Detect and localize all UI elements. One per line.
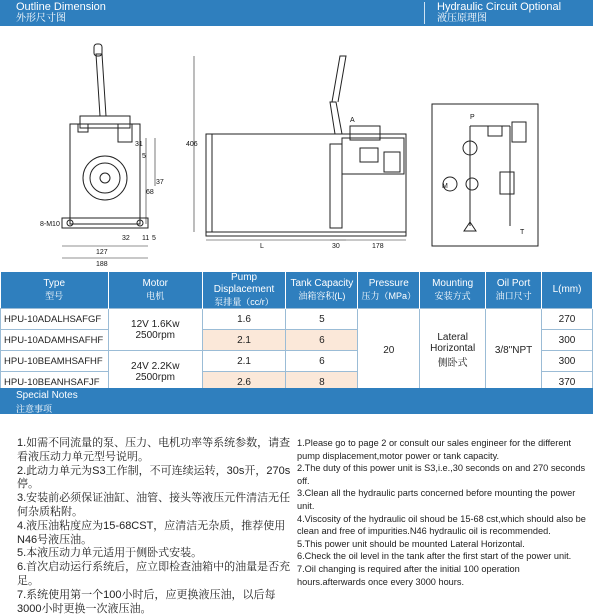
- dim-68: 68: [146, 189, 154, 196]
- header-pump: Pump Displacement 泵排量（cc/r）: [202, 272, 286, 309]
- cell-type: HPU-10ADALHSAFGF: [1, 309, 109, 330]
- front-view: [62, 44, 148, 228]
- cell-pump: 2.1: [202, 351, 286, 372]
- mounting-line-1: Lateral: [437, 332, 468, 343]
- cell-l: 370: [542, 372, 593, 393]
- mounting-line-2: Horizontal: [430, 343, 476, 354]
- note-en: 1.Please go to page 2 or consult our sales engineer for the different pump displacement,motor power or tank capacity.: [297, 438, 572, 461]
- note-zh: 5.本液压动力单元适用于侧卧式安装。: [17, 547, 203, 560]
- circuit-label-m: M: [442, 183, 448, 190]
- cell-l: 300: [542, 330, 593, 351]
- cell-l: 270: [542, 309, 593, 330]
- side-view: [206, 56, 406, 236]
- cell-pump: 2.1: [202, 330, 286, 351]
- outline-drawing: [0, 26, 593, 270]
- spec-table: [0, 272, 593, 393]
- cell-pump: 1.6: [202, 309, 286, 330]
- cell-type: HPU-10ADAMHSAFHF: [1, 330, 109, 351]
- circuit-label-t: T: [520, 229, 525, 236]
- circuit-title-en: Hydraulic Circuit Optional: [437, 1, 562, 13]
- cell-tank: 6: [286, 330, 358, 351]
- circuit-title-zh: 液压原理图: [437, 13, 487, 24]
- header-motor: Motor 电机: [108, 272, 202, 309]
- notes-bar: [0, 388, 593, 414]
- cell-mounting: [420, 309, 486, 393]
- note-en: 7.Oil changing is required after the initial 100 operation hours.afterwards once every 3000 hours.: [297, 563, 520, 587]
- dim-32: 32: [122, 235, 130, 242]
- outline-title-zh: 外形尺寸图: [16, 13, 66, 24]
- dim-406: 406: [186, 141, 198, 148]
- header-mounting: Mounting 安装方式: [420, 272, 486, 309]
- dim-188: 188: [96, 261, 108, 268]
- note-en: 3.Clean all the hydraulic parts concerned before mounting the power unit.: [297, 488, 576, 511]
- dim-11: 11: [142, 235, 150, 242]
- dim-l: L: [260, 243, 264, 250]
- header-l: L(mm): [542, 272, 593, 309]
- dim-178: 178: [372, 243, 384, 250]
- note-zh: 1.如需不同流量的泵、压力、电机功率等系统参数，请查看液压动力单元型号说明。: [17, 437, 291, 463]
- note-zh: 2.此动力单元为S3工作制，不可连续运转，30s开，270s停。: [17, 464, 291, 491]
- cell-tank: 6: [286, 351, 358, 372]
- hydraulic-circuit: [432, 104, 538, 246]
- cell-tank: 5: [286, 309, 358, 330]
- cell-tank: 8: [286, 372, 358, 393]
- dim-5a: 5: [142, 153, 146, 160]
- note-zh: 7.系统使用第一个100小时后，应更换液压油，以后每3000小时更换一次液压油。: [17, 588, 276, 615]
- cell-type: HPU-10BEANHSAFJF: [1, 372, 109, 393]
- header-pressure: Pressure 压力（MPa）: [358, 272, 420, 309]
- mounting-line-3: 侧卧式: [437, 358, 468, 369]
- label-a: A: [350, 117, 355, 124]
- notes-list-en: [297, 437, 587, 588]
- dim-30: 30: [332, 243, 340, 250]
- cell-motor-1: 12V 1.6Kw 2500rpm: [108, 309, 202, 351]
- notes-list-zh: [17, 437, 295, 616]
- circuit-label-p: P: [470, 114, 475, 121]
- dim-37: 37: [156, 179, 164, 186]
- header-oil-port: Oil Port 油口尺寸: [486, 272, 542, 309]
- dim-8-m10: 8-M10: [40, 221, 60, 228]
- header-bar: [0, 0, 593, 26]
- cell-type: HPU-10BEAMHSAFHF: [1, 351, 109, 372]
- note-en: 6.Check the oil level in the tank after the first start of the power unit.: [297, 551, 572, 562]
- outline-title-en: Outline Dimension: [16, 1, 106, 13]
- table-row: [1, 309, 593, 330]
- cell-l: 300: [542, 351, 593, 372]
- note-en: 5.This power unit should be mounted Lateral Horizontal.: [297, 538, 525, 549]
- dim-5b: 5: [152, 235, 156, 242]
- cell-motor-2: 24V 2.2Kw 2500rpm: [108, 351, 202, 393]
- note-zh: 6.首次启动运行系统后，应立即检查油箱中的油量是否充足。: [17, 561, 291, 587]
- note-en: 4.Viscosity of the hydraulic oil shoud be 15-68 cst,which should also be clean and free of impurities.N46 hydraulic oil is recommended.: [297, 513, 586, 537]
- notes-title-en: Special Notes: [16, 390, 78, 401]
- note-zh: 3.安装前必须保证油缸、油管、接头等液压元件清洁无任何杂质粘附。: [17, 492, 291, 518]
- table-header-row: [1, 272, 593, 309]
- dim-127: 127: [96, 249, 108, 256]
- header-type: Type 型号: [1, 272, 109, 309]
- note-zh: 4.液压油粘度应为15-68CST，应清洁无杂质，推荐使用N46号液压油。: [17, 519, 286, 546]
- header-tank: Tank Capacity 油箱容积(L): [286, 272, 358, 309]
- notes-title-zh: 注意事项: [16, 404, 53, 414]
- cell-pressure: 20: [358, 309, 420, 393]
- cell-oil-port: 3/8"NPT: [486, 309, 542, 393]
- header-divider: [424, 2, 425, 24]
- cell-pump: 2.6: [202, 372, 286, 393]
- dim-31: 31: [135, 141, 143, 148]
- note-en: 2.The duty of this power unit is S3,i.e.,30 seconds on and 270 seconds off.: [297, 463, 586, 486]
